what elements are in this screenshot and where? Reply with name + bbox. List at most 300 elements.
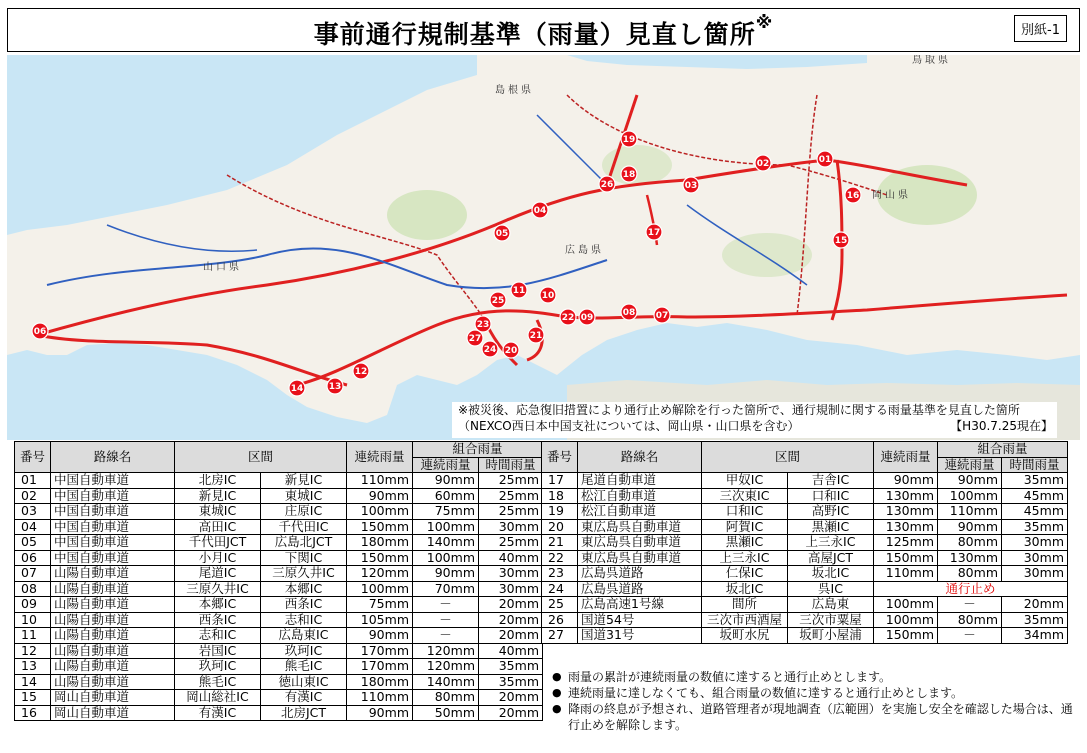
cell-combined-hourly: 30mm (479, 581, 543, 597)
cell-continuous-rain: 125mm (874, 535, 938, 551)
note-bullet: ● 雨量の累計が連続雨量の数値に達すると通行止めとします。 (552, 669, 1077, 685)
map-marker-11[interactable] (511, 282, 527, 298)
cell-continuous-rain: 100mm (874, 612, 938, 628)
annex-label: 別紙-1 (1014, 15, 1067, 42)
table-row (15, 597, 543, 613)
cell-section-from: 三原久井IC (175, 581, 261, 597)
map-marker-label: 22 (561, 313, 575, 324)
cell-section-from: 玖珂IC (175, 659, 261, 675)
table-row (15, 581, 543, 597)
cell-combined-continuous: 80mm (413, 690, 479, 706)
note-bullet: ● 連続雨量に達しなくても、組合雨量の数値に達すると通行止めとします。 (552, 685, 1077, 701)
cell-section-from: 新見IC (175, 488, 261, 504)
map-marker-label: 12 (354, 367, 368, 378)
cell-route: 広島呉道路 (578, 566, 702, 582)
cell-number: 13 (15, 659, 51, 675)
map-marker-label: 20 (504, 346, 518, 357)
cell-section-from: 坂町水尻 (702, 628, 788, 644)
cell-combined-hourly: 35mm (1002, 519, 1068, 535)
cell-section-to: 熊毛IC (261, 659, 347, 675)
cell-combined-continuous: － (413, 612, 479, 628)
map-marker-07[interactable] (654, 307, 670, 323)
cell-route: 中国自動車道 (51, 488, 175, 504)
pref-label-hiroshima: 広島県 (565, 245, 604, 256)
cell-section-from: 三次東IC (702, 488, 788, 504)
map-marker-label: 24 (483, 345, 497, 356)
map-marker-label: 25 (491, 296, 505, 307)
table-row (15, 488, 543, 504)
cell-route: 中国自動車道 (51, 473, 175, 489)
cell-number: 21 (542, 535, 578, 551)
cell-continuous-rain: 150mm (347, 519, 413, 535)
cell-number: 04 (15, 519, 51, 535)
cell-combined-hourly: 40mm (479, 643, 543, 659)
header-combined: 組合雨量 (413, 442, 543, 458)
cell-combined-continuous: 90mm (938, 473, 1002, 489)
table-row (542, 488, 1068, 504)
cell-continuous-rain: 110mm (347, 473, 413, 489)
table-row (15, 674, 543, 690)
map-marker-09[interactable] (579, 309, 595, 325)
header-num: 番号 (542, 442, 578, 473)
table-row (542, 473, 1068, 489)
map-marker-03[interactable] (683, 177, 699, 193)
header-combined: 組合雨量 (938, 442, 1068, 458)
cell-combined-continuous: 100mm (413, 519, 479, 535)
cell-combined-continuous: 110mm (938, 504, 1002, 520)
cell-section-to: 坂町小屋浦 (788, 628, 874, 644)
cell-combined-hourly: 20mm (479, 597, 543, 613)
map-marker-08[interactable] (621, 304, 637, 320)
cell-route: 東広島呉自動車道 (578, 519, 702, 535)
header-route: 路線名 (578, 442, 702, 473)
cell-combined-continuous: 100mm (938, 488, 1002, 504)
cell-section-to: 東城IC (261, 488, 347, 504)
cell-section-to: 高野IC (788, 504, 874, 520)
cell-section-to: 呉IC (788, 581, 874, 597)
cell-section-to: 吉舎IC (788, 473, 874, 489)
cell-number: 17 (542, 473, 578, 489)
cell-combined-continuous: 130mm (938, 550, 1002, 566)
cell-section-from: 甲奴IC (702, 473, 788, 489)
table-row (542, 628, 1068, 644)
table-row (542, 550, 1068, 566)
cell-continuous-rain: 130mm (874, 504, 938, 520)
cell-number: 05 (15, 535, 51, 551)
cell-number: 14 (15, 674, 51, 690)
cell-combined-hourly: 30mm (479, 519, 543, 535)
regulation-table-left (14, 441, 543, 721)
cell-continuous-rain: 100mm (874, 597, 938, 613)
cell-section-from: 千代田JCT (175, 535, 261, 551)
map-marker-label: 15 (834, 236, 848, 247)
cell-route: 山陽自動車道 (51, 674, 175, 690)
map-marker-label: 02 (756, 159, 770, 170)
map-marker-24[interactable] (482, 341, 498, 357)
table-row (15, 550, 543, 566)
cell-route: 中国自動車道 (51, 504, 175, 520)
table-row (15, 519, 543, 535)
cell-combined-continuous: 120mm (413, 659, 479, 675)
map-marker-05[interactable] (494, 225, 510, 241)
cell-section-from: 小月IC (175, 550, 261, 566)
cell-section-to: 志和IC (261, 612, 347, 628)
map-marker-21[interactable] (528, 327, 544, 343)
pref-label-tottori: 鳥取県 (912, 55, 951, 66)
table-row (542, 597, 1068, 613)
cell-combined-continuous: 90mm (938, 519, 1002, 535)
table-row (542, 566, 1068, 582)
title-note-mark: ※ (755, 13, 774, 33)
cell-section-to: 千代田IC (261, 519, 347, 535)
cell-section-to: 庄原IC (261, 504, 347, 520)
cell-section-to: 新見IC (261, 473, 347, 489)
cell-continuous-rain: 90mm (874, 473, 938, 489)
cell-combined-hourly: 30mm (1002, 566, 1068, 582)
cell-combined-hourly: 20mm (479, 612, 543, 628)
cell-route: 山陽自動車道 (51, 612, 175, 628)
cell-section-to: 口和IC (788, 488, 874, 504)
cell-combined-hourly: 20mm (479, 705, 543, 721)
cell-number: 03 (15, 504, 51, 520)
header-route: 路線名 (51, 442, 175, 473)
cell-combined-continuous: 100mm (413, 550, 479, 566)
table-row (15, 690, 543, 706)
table-row (15, 659, 543, 675)
cell-section-to: 西条IC (261, 597, 347, 613)
map-marker-label: 21 (529, 331, 543, 342)
map-marker-17[interactable] (646, 224, 662, 240)
cell-route: 山陽自動車道 (51, 597, 175, 613)
cell-number: 08 (15, 581, 51, 597)
cell-section-from: 黒瀬IC (702, 535, 788, 551)
cell-number: 11 (15, 628, 51, 644)
map-marker-27[interactable] (467, 330, 483, 346)
cell-continuous-rain: 170mm (347, 643, 413, 659)
header-combined-hourly: 時間雨量 (479, 457, 543, 473)
map-marker-label: 16 (846, 191, 860, 202)
cell-section-to: 玖珂IC (261, 643, 347, 659)
table-row (542, 535, 1068, 551)
map-marker-label: 06 (33, 327, 47, 338)
cell-continuous-rain: 170mm (347, 659, 413, 675)
cell-section-from: 東城IC (175, 504, 261, 520)
pref-label-okayama: 岡山県 (872, 190, 911, 201)
cell-section-to: 高屋JCT (788, 550, 874, 566)
cell-route: 松江自動車道 (578, 488, 702, 504)
cell-number: 20 (542, 519, 578, 535)
table-row (542, 519, 1068, 535)
cell-continuous-rain: 100mm (347, 581, 413, 597)
map-marker-16[interactable] (845, 187, 861, 203)
map-marker-label: 14 (290, 384, 304, 395)
cell-combined-hourly: 35mm (479, 659, 543, 675)
note-line-1: ※被災後、応急復旧措置により通行止め解除を行った箇所で、通行規制に関する雨量基準を見直した箇所 (458, 403, 1020, 417)
table-row (15, 643, 543, 659)
cell-combined-hourly: 25mm (479, 473, 543, 489)
map-marker-label: 01 (818, 155, 832, 166)
map-marker-15[interactable] (833, 232, 849, 248)
cell-combined-continuous: 140mm (413, 674, 479, 690)
cell-route: 広島呉道路 (578, 581, 702, 597)
cell-combined-continuous: － (938, 628, 1002, 644)
cell-route: 東広島呉自動車道 (578, 535, 702, 551)
map-marker-label: 03 (684, 181, 698, 192)
cell-route: 山陽自動車道 (51, 581, 175, 597)
cell-continuous-rain: 180mm (347, 674, 413, 690)
map-marker-12[interactable] (353, 363, 369, 379)
cell-combined-hourly: 20mm (479, 690, 543, 706)
cell-continuous-rain: 150mm (874, 550, 938, 566)
header-section: 区間 (175, 442, 347, 473)
cell-number: 27 (542, 628, 578, 644)
map-marker-18[interactable] (621, 166, 637, 182)
cell-combined-continuous: 75mm (413, 504, 479, 520)
header-combined-continuous: 連続雨量 (938, 457, 1002, 473)
cell-section-to: 本郷IC (261, 581, 347, 597)
header-num: 番号 (15, 442, 51, 473)
cell-combined-hourly: 35mm (1002, 473, 1068, 489)
title-bar (7, 8, 1080, 52)
header-combined-continuous: 連続雨量 (413, 457, 479, 473)
cell-number: 16 (15, 705, 51, 721)
map-marker-26[interactable] (599, 176, 615, 192)
cell-continuous-rain: 130mm (874, 488, 938, 504)
route-map (7, 55, 1080, 440)
table-row (15, 628, 543, 644)
cell-combined-continuous: 50mm (413, 705, 479, 721)
map-marker-label: 27 (468, 334, 482, 345)
cell-route: 松江自動車道 (578, 504, 702, 520)
cell-continuous-rain: 90mm (347, 628, 413, 644)
cell-section-from: 有漢IC (175, 705, 261, 721)
page-title: 事前通行規制基準（雨量）見直し箇所※ (313, 13, 774, 49)
cell-continuous-rain: 110mm (347, 690, 413, 706)
map-marker-label: 18 (622, 170, 636, 181)
cell-continuous-rain: 105mm (347, 612, 413, 628)
cell-number: 01 (15, 473, 51, 489)
map-marker-label: 11 (512, 286, 526, 297)
notes-list (552, 669, 1077, 733)
table-row (15, 612, 543, 628)
table-row (15, 535, 543, 551)
cell-combined-hourly: 45mm (1002, 488, 1068, 504)
cell-section-from: 上三永IC (702, 550, 788, 566)
cell-combined-continuous: 120mm (413, 643, 479, 659)
map-marker-label: 19 (622, 135, 636, 146)
note-box (452, 402, 1057, 438)
cell-combined-hourly: 35mm (1002, 612, 1068, 628)
note-bullet: ● 降雨の終息が予想され、道路管理者が現地調査（広範囲）を実施し安全を確認した場合は、通行止めを解除します。 (552, 701, 1077, 733)
cell-route: 岡山自動車道 (51, 705, 175, 721)
cell-number: 02 (15, 488, 51, 504)
cell-number: 25 (542, 597, 578, 613)
map-marker-02[interactable] (755, 155, 771, 171)
cell-combined-continuous: － (413, 628, 479, 644)
cell-continuous-rain: 130mm (874, 519, 938, 535)
table-row (542, 581, 1068, 597)
cell-continuous-rain: 150mm (874, 628, 938, 644)
cell-number: 12 (15, 643, 51, 659)
cell-section-from: 高田IC (175, 519, 261, 535)
cell-combined-hourly: 25mm (479, 504, 543, 520)
map-marker-01[interactable] (817, 151, 833, 167)
map-marker-06[interactable] (32, 323, 48, 339)
map-marker-label: 23 (476, 320, 490, 331)
cell-continuous-rain: 120mm (347, 566, 413, 582)
cell-combined-hourly: 20mm (1002, 597, 1068, 613)
cell-route: 山陽自動車道 (51, 659, 175, 675)
cell-section-to: 上三永IC (788, 535, 874, 551)
map-marker-label: 10 (541, 291, 555, 302)
cell-combined-continuous: 80mm (938, 535, 1002, 551)
cell-continuous-rain: 180mm (347, 535, 413, 551)
header-combined-hourly: 時間雨量 (1002, 457, 1068, 473)
cell-route: 中国自動車道 (51, 535, 175, 551)
map-marker-label: 17 (647, 228, 661, 239)
table-row (15, 504, 543, 520)
cell-number: 24 (542, 581, 578, 597)
cell-combined-hourly: 25mm (479, 488, 543, 504)
cell-combined-hourly: 30mm (479, 566, 543, 582)
map-marker-label: 07 (655, 311, 669, 322)
table-row (15, 473, 543, 489)
cell-section-to: 広島北JCT (261, 535, 347, 551)
table-row (542, 612, 1068, 628)
note-line-2: （NEXCO西日本中国支社については、岡山県・山口県を含む） (458, 419, 800, 433)
pref-label-yamaguchi: 山口県 (203, 262, 242, 273)
cell-closed-status: 通行止め (874, 581, 1068, 597)
cell-route: 国道31号 (578, 628, 702, 644)
cell-combined-hourly: 30mm (1002, 550, 1068, 566)
cell-route: 山陽自動車道 (51, 643, 175, 659)
cell-section-from: 坂北IC (702, 581, 788, 597)
cell-section-from: 志和IC (175, 628, 261, 644)
cell-route: 東広島呉自動車道 (578, 550, 702, 566)
cell-section-from: 岡山総社IC (175, 690, 261, 706)
cell-number: 22 (542, 550, 578, 566)
cell-combined-continuous: － (413, 597, 479, 613)
cell-combined-hourly: 34mm (1002, 628, 1068, 644)
map-marker-23[interactable] (475, 316, 491, 332)
header-continuous: 連続雨量 (347, 442, 413, 473)
cell-section-from: 北房IC (175, 473, 261, 489)
cell-combined-hourly: 45mm (1002, 504, 1068, 520)
map-marker-19[interactable] (621, 131, 637, 147)
cell-route: 国道54号 (578, 612, 702, 628)
map-marker-label: 04 (533, 206, 547, 217)
cell-number: 07 (15, 566, 51, 582)
map-marker-04[interactable] (532, 202, 548, 218)
table-row (542, 504, 1068, 520)
cell-section-to: 三原久井IC (261, 566, 347, 582)
cell-combined-hourly: 25mm (479, 535, 543, 551)
map-marker-label: 08 (622, 308, 636, 319)
cell-number: 15 (15, 690, 51, 706)
cell-route: 尾道自動車道 (578, 473, 702, 489)
cell-section-from: 阿賀IC (702, 519, 788, 535)
cell-combined-continuous: 140mm (413, 535, 479, 551)
header-section: 区間 (702, 442, 874, 473)
cell-route: 岡山自動車道 (51, 690, 175, 706)
map-marker-label: 09 (580, 313, 594, 324)
cell-section-from: 間所 (702, 597, 788, 613)
cell-combined-continuous: 80mm (938, 612, 1002, 628)
map-marker-14[interactable] (289, 380, 305, 396)
cell-continuous-rain: 90mm (347, 705, 413, 721)
cell-route: 山陽自動車道 (51, 628, 175, 644)
map-marker-10[interactable] (540, 287, 556, 303)
cell-route: 山陽自動車道 (51, 566, 175, 582)
cell-route: 中国自動車道 (51, 519, 175, 535)
map-marker-label: 05 (495, 229, 509, 240)
cell-combined-continuous: 60mm (413, 488, 479, 504)
header-continuous: 連続雨量 (874, 442, 938, 473)
cell-continuous-rain: 150mm (347, 550, 413, 566)
cell-section-to: 坂北IC (788, 566, 874, 582)
cell-section-from: 仁保IC (702, 566, 788, 582)
cell-number: 09 (15, 597, 51, 613)
cell-section-to: 広島東 (788, 597, 874, 613)
cell-number: 06 (15, 550, 51, 566)
cell-section-to: 三次市粟屋 (788, 612, 874, 628)
cell-section-from: 尾道IC (175, 566, 261, 582)
cell-combined-hourly: 35mm (479, 674, 543, 690)
cell-section-to: 広島東IC (261, 628, 347, 644)
cell-combined-hourly: 30mm (1002, 535, 1068, 551)
cell-number: 23 (542, 566, 578, 582)
cell-combined-hourly: 20mm (479, 628, 543, 644)
table-row (15, 705, 543, 721)
map-marker-25[interactable] (490, 292, 506, 308)
table-row (15, 566, 543, 582)
map-canvas (7, 55, 1080, 440)
cell-continuous-rain: 100mm (347, 504, 413, 520)
cell-section-from: 熊毛IC (175, 674, 261, 690)
map-marker-label: 26 (600, 180, 614, 191)
cell-section-from: 口和IC (702, 504, 788, 520)
cell-section-to: 有漢IC (261, 690, 347, 706)
cell-combined-continuous: 70mm (413, 581, 479, 597)
cell-section-to: 北房JCT (261, 705, 347, 721)
cell-continuous-rain: 90mm (347, 488, 413, 504)
map-marker-22[interactable] (560, 309, 576, 325)
pref-label-shimane: 島根県 (495, 85, 534, 96)
cell-combined-hourly: 40mm (479, 550, 543, 566)
cell-number: 10 (15, 612, 51, 628)
cell-continuous-rain: 110mm (874, 566, 938, 582)
cell-section-to: 黒瀬IC (788, 519, 874, 535)
cell-combined-continuous: 90mm (413, 473, 479, 489)
cell-continuous-rain: 75mm (347, 597, 413, 613)
cell-section-from: 岩国IC (175, 643, 261, 659)
map-marker-13[interactable] (327, 378, 343, 394)
cell-combined-continuous: 90mm (413, 566, 479, 582)
cell-combined-continuous: 80mm (938, 566, 1002, 582)
cell-section-from: 三次市西酒屋 (702, 612, 788, 628)
cell-combined-continuous: － (938, 597, 1002, 613)
cell-section-to: 下関IC (261, 550, 347, 566)
note-date: 【H30.7.25現在】 (950, 419, 1053, 433)
cell-number: 19 (542, 504, 578, 520)
cell-route: 広島高速1号線 (578, 597, 702, 613)
cell-section-from: 西条IC (175, 612, 261, 628)
cell-section-to: 徳山東IC (261, 674, 347, 690)
cell-number: 18 (542, 488, 578, 504)
map-marker-20[interactable] (503, 342, 519, 358)
cell-number: 26 (542, 612, 578, 628)
cell-route: 中国自動車道 (51, 550, 175, 566)
